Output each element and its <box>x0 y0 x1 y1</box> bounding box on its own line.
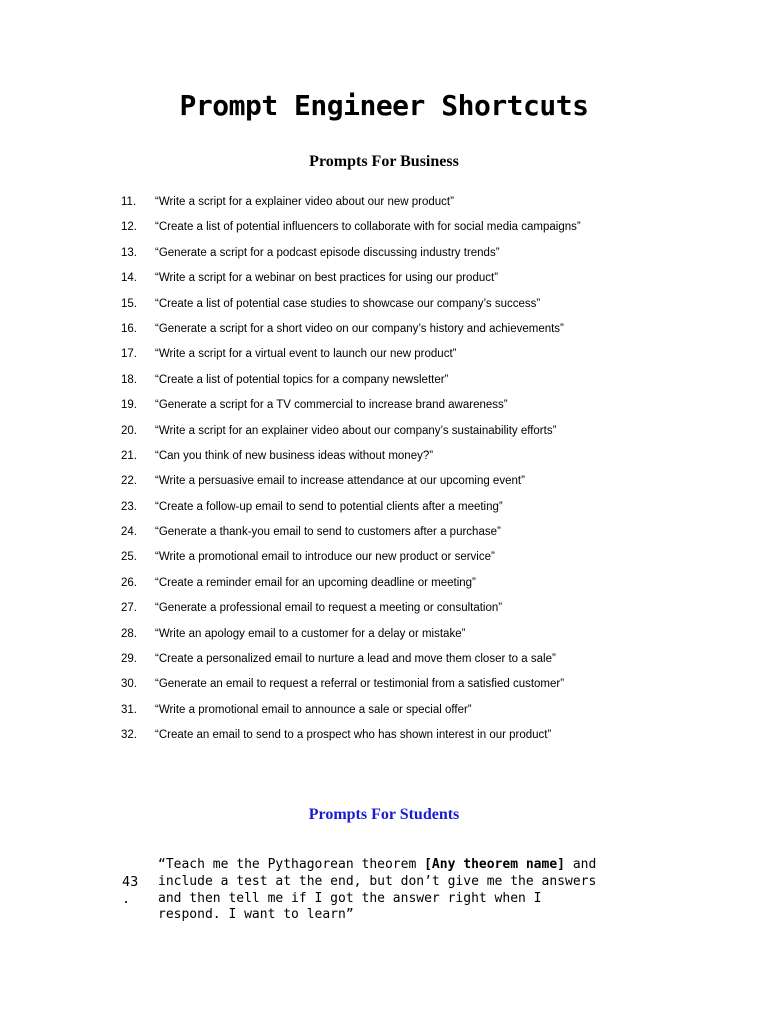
list-item <box>0 269 768 294</box>
list-item <box>0 625 768 650</box>
student-prompt-text <box>158 857 608 924</box>
list-item-text: “Create a personalized email to nurture a lead and move them closer to a sale” <box>155 653 556 666</box>
list-item <box>0 726 768 751</box>
list-item-text: “Generate a script for a TV commercial to increase brand awareness” <box>155 399 508 412</box>
business-prompt-list <box>0 193 768 752</box>
list-item-text: “Generate a professional email to request a meeting or consultation” <box>155 602 503 615</box>
students-section-heading: Prompts For Students <box>308 806 460 823</box>
list-item <box>0 193 768 218</box>
list-item-text: “Can you think of new business ideas without money?” <box>155 449 434 462</box>
list-item-number: 28. <box>121 627 137 640</box>
list-item-text: “Generate an email to request a referral or testimonial from a satisfied customer” <box>155 678 565 691</box>
student-prompt-number <box>122 874 142 908</box>
list-item <box>0 574 768 599</box>
list-item-number: 31. <box>121 703 137 716</box>
list-item-number: 26. <box>121 576 137 589</box>
list-item-number: 23. <box>121 500 137 513</box>
list-item-number: 20. <box>121 424 137 437</box>
list-item-number: 30. <box>121 678 137 691</box>
list-item <box>0 472 768 497</box>
list-item <box>0 422 768 447</box>
list-item-text: “Create a list of potential influencers to collaborate with for social media campaigns” <box>155 221 581 234</box>
list-item <box>0 295 768 320</box>
list-item-text: “Write a promotional email to introduce our new product or service” <box>155 551 495 564</box>
list-item-text: “Write a persuasive email to increase attendance at our upcoming event” <box>155 475 525 488</box>
list-item-text: “Create a reminder email for an upcoming deadline or meeting” <box>155 576 476 589</box>
list-item-number: 19. <box>121 399 137 412</box>
list-item <box>0 218 768 243</box>
list-item-number: 11. <box>121 196 137 208</box>
list-item-text: “Generate a thank-you email to send to customers after a purchase” <box>155 526 501 539</box>
list-item-number: 25. <box>121 551 137 564</box>
list-item-text: “Write a script for a virtual event to launch our new product” <box>155 348 457 361</box>
list-item <box>0 320 768 345</box>
list-item <box>0 548 768 573</box>
student-prompt-text-part2: and include a test at the end, but don’t give me the answers and then tell me if I got the answer right when I respond. I want to learn” <box>158 857 597 923</box>
list-item-text: “Create a list of potential topics for a company newsletter” <box>155 373 449 386</box>
list-item <box>0 498 768 523</box>
list-item-text: “Write a promotional email to announce a sale or special offer” <box>155 703 472 716</box>
list-item <box>0 650 768 675</box>
list-item-number: 14. <box>121 272 137 285</box>
list-item <box>0 675 768 700</box>
list-item-number: 17. <box>121 348 137 361</box>
list-item-number: 22. <box>121 475 137 488</box>
list-item <box>0 396 768 421</box>
student-prompt-number-digits: 43 <box>122 874 139 890</box>
list-item <box>0 244 768 269</box>
page-title: Prompt Engineer Shortcuts <box>179 89 589 122</box>
list-item-text: “Write an apology email to a customer for a delay or mistake” <box>155 627 466 640</box>
student-prompt-number-dot: . <box>122 891 131 907</box>
list-item <box>0 371 768 396</box>
list-item-number: 16. <box>121 322 137 335</box>
list-item <box>0 701 768 726</box>
list-item <box>0 345 768 370</box>
list-item-number: 18. <box>121 373 137 386</box>
list-item-text: “Write a script for a explainer video about our new product” <box>155 196 454 208</box>
list-item-number: 29. <box>121 653 137 666</box>
list-item-text: “Write a script for a webinar on best practices for using our product” <box>155 272 499 285</box>
list-item-number: 13. <box>121 246 137 259</box>
student-prompt-text-part1: “Teach me the Pythagorean theorem <box>158 857 425 872</box>
list-item-text: “Write a script for an explainer video about our company’s sustainability efforts” <box>155 424 557 437</box>
list-item-number: 32. <box>121 729 137 742</box>
list-item <box>0 447 768 472</box>
list-item <box>0 523 768 548</box>
business-section-heading: Prompts For Business <box>309 153 459 170</box>
student-prompt-text-bold: [Any theorem name] <box>424 857 565 872</box>
list-item-text: “Generate a script for a podcast episode discussing industry trends” <box>155 246 500 259</box>
list-item-text: “Create a list of potential case studies to showcase our company’s success” <box>155 297 541 310</box>
list-item-text: “Create a follow-up email to send to potential clients after a meeting” <box>155 500 503 513</box>
list-item-number: 15. <box>121 297 137 310</box>
list-item <box>0 599 768 624</box>
list-item-text: “Generate a script for a short video on our company’s history and achievements” <box>155 322 564 335</box>
list-item-text: “Create an email to send to a prospect who has shown interest in our product” <box>155 729 552 742</box>
list-item-number: 12. <box>121 221 137 234</box>
list-item-number: 24. <box>121 526 137 539</box>
list-item-number: 27. <box>121 602 137 615</box>
list-item-number: 21. <box>121 449 137 462</box>
